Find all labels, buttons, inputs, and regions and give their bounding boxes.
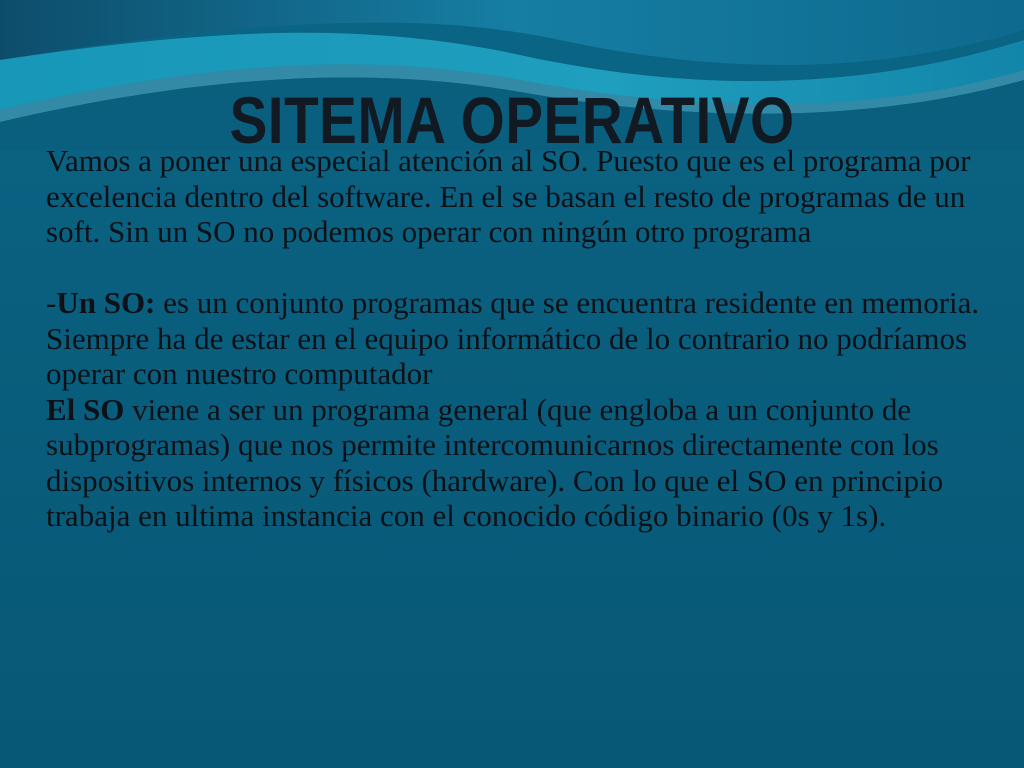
intro-paragraph: Vamos a poner una especial atención al SO. Puesto que es el programa por excelencia dentro del software. En el se basan el resto de programas de un soft. Sin un SO no podemos operar con ningún otro programa — [46, 143, 971, 249]
definition-text: es un conjunto programas que se encuentra residente en memoria. Siempre ha de estar en el equipo informático de lo contrario no podríamos operar con nuestro computador — [46, 285, 980, 391]
general-text: viene a ser un programa general (que engloba a un conjunto de subprogramas) que nos permite intercomunicarnos directamente con los dispositivos internos y físicos (hardware). Con lo que el SO en principio trabaja en ultima instancia con el conocido código binario (0s y 1s). — [46, 391, 944, 533]
definition-prefix: - — [46, 285, 57, 320]
slide-title: SITEMA OPERATIVO — [229, 83, 795, 157]
definition-term: Un SO: — [56, 285, 156, 320]
paragraph-spacer — [46, 250, 986, 286]
general-term: El SO — [46, 391, 125, 427]
general-paragraph — [46, 392, 986, 534]
slide-body — [46, 143, 986, 534]
definition-paragraph — [46, 285, 986, 392]
